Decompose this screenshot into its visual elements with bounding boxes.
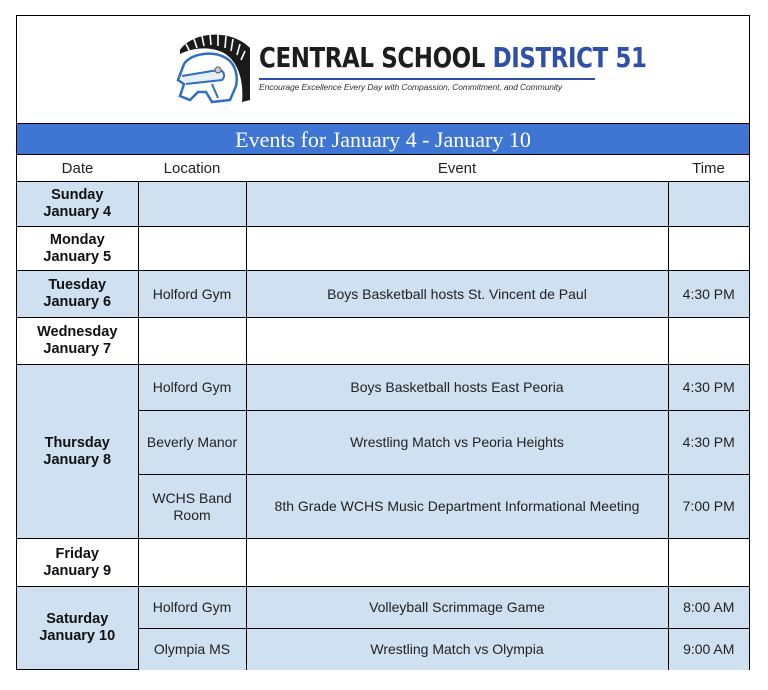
table-row [17, 271, 749, 318]
logo-divider [259, 78, 595, 80]
location-cell [138, 227, 246, 271]
day-date: January 9 [43, 562, 112, 579]
time-cell: 4:30 PM [668, 271, 749, 318]
date-cell [17, 318, 138, 365]
day-name: Thursday [44, 434, 110, 451]
day-name: Friday [55, 545, 99, 562]
day-name: Sunday [51, 187, 104, 203]
event-cell [246, 227, 668, 271]
time-cell: 4:30 PM [668, 411, 749, 475]
date-cell [17, 587, 138, 670]
events-title: Events for January 4 - January 10 [17, 124, 749, 155]
location-cell: Holford Gym [138, 587, 246, 629]
district-tagline: Encourage Excellence Every Day with Compassion, Commitment, and Community [259, 82, 563, 92]
column-header-date: Date [17, 155, 138, 182]
date-cell [17, 365, 138, 539]
table-row [17, 365, 749, 411]
table-row [17, 587, 749, 629]
table-header-row [17, 155, 749, 182]
event-cell: Boys Basketball hosts St. Vincent de Paul [246, 271, 668, 318]
event-cell: Wrestling Match vs Olympia [246, 629, 668, 670]
district-name [259, 40, 647, 76]
event-cell: Wrestling Match vs Peoria Heights [246, 411, 668, 475]
location-cell [138, 318, 246, 365]
location-cell: WCHS Band Room [138, 475, 246, 539]
time-cell: 9:00 AM [668, 629, 749, 670]
time-cell: 4:30 PM [668, 365, 749, 411]
event-cell [246, 539, 668, 587]
table-row [17, 227, 749, 271]
location-cell: Holford Gym [138, 365, 246, 411]
table-row [17, 318, 749, 365]
column-header-event: Event [246, 155, 668, 182]
date-cell [17, 271, 138, 318]
time-cell [668, 318, 749, 365]
date-cell [17, 539, 138, 587]
time-cell [668, 182, 749, 227]
event-cell: Boys Basketball hosts East Peoria [246, 365, 668, 411]
event-cell: 8th Grade WCHS Music Department Informational Meeting [246, 475, 668, 539]
event-cell: Volleyball Scrimmage Game [246, 587, 668, 629]
day-date: January 5 [43, 248, 112, 265]
location-cell: Olympia MS [138, 629, 246, 670]
logo-header [17, 16, 749, 124]
day-date: January 6 [43, 294, 112, 310]
time-cell: 8:00 AM [668, 587, 749, 629]
date-cell [17, 227, 138, 271]
day-name: Monday [49, 231, 105, 248]
time-cell: 7:00 PM [668, 475, 749, 539]
column-header-location: Location [138, 155, 246, 182]
table-row [17, 539, 749, 587]
district-name-dark: CENTRAL SCHOOL [259, 41, 493, 74]
day-date: January 7 [43, 341, 112, 357]
location-cell [138, 182, 246, 227]
day-date: January 8 [43, 451, 112, 468]
district-name-blue: DISTRICT 51 [492, 41, 647, 74]
day-date: January 4 [43, 204, 112, 220]
column-header-time: Time [668, 155, 749, 182]
table-row [17, 182, 749, 227]
events-table [17, 155, 749, 670]
date-cell [17, 182, 138, 227]
day-name: Tuesday [48, 277, 107, 293]
day-name: Wednesday [37, 324, 118, 340]
spartan-helmet-icon [172, 30, 254, 108]
time-cell [668, 539, 749, 587]
time-cell [668, 227, 749, 271]
day-name: Saturday [46, 611, 109, 627]
events-flyer [16, 15, 750, 670]
event-cell [246, 182, 668, 227]
location-cell: Beverly Manor [138, 411, 246, 475]
location-cell [138, 539, 246, 587]
location-cell: Holford Gym [138, 271, 246, 318]
day-date: January 10 [39, 628, 116, 644]
event-cell [246, 318, 668, 365]
